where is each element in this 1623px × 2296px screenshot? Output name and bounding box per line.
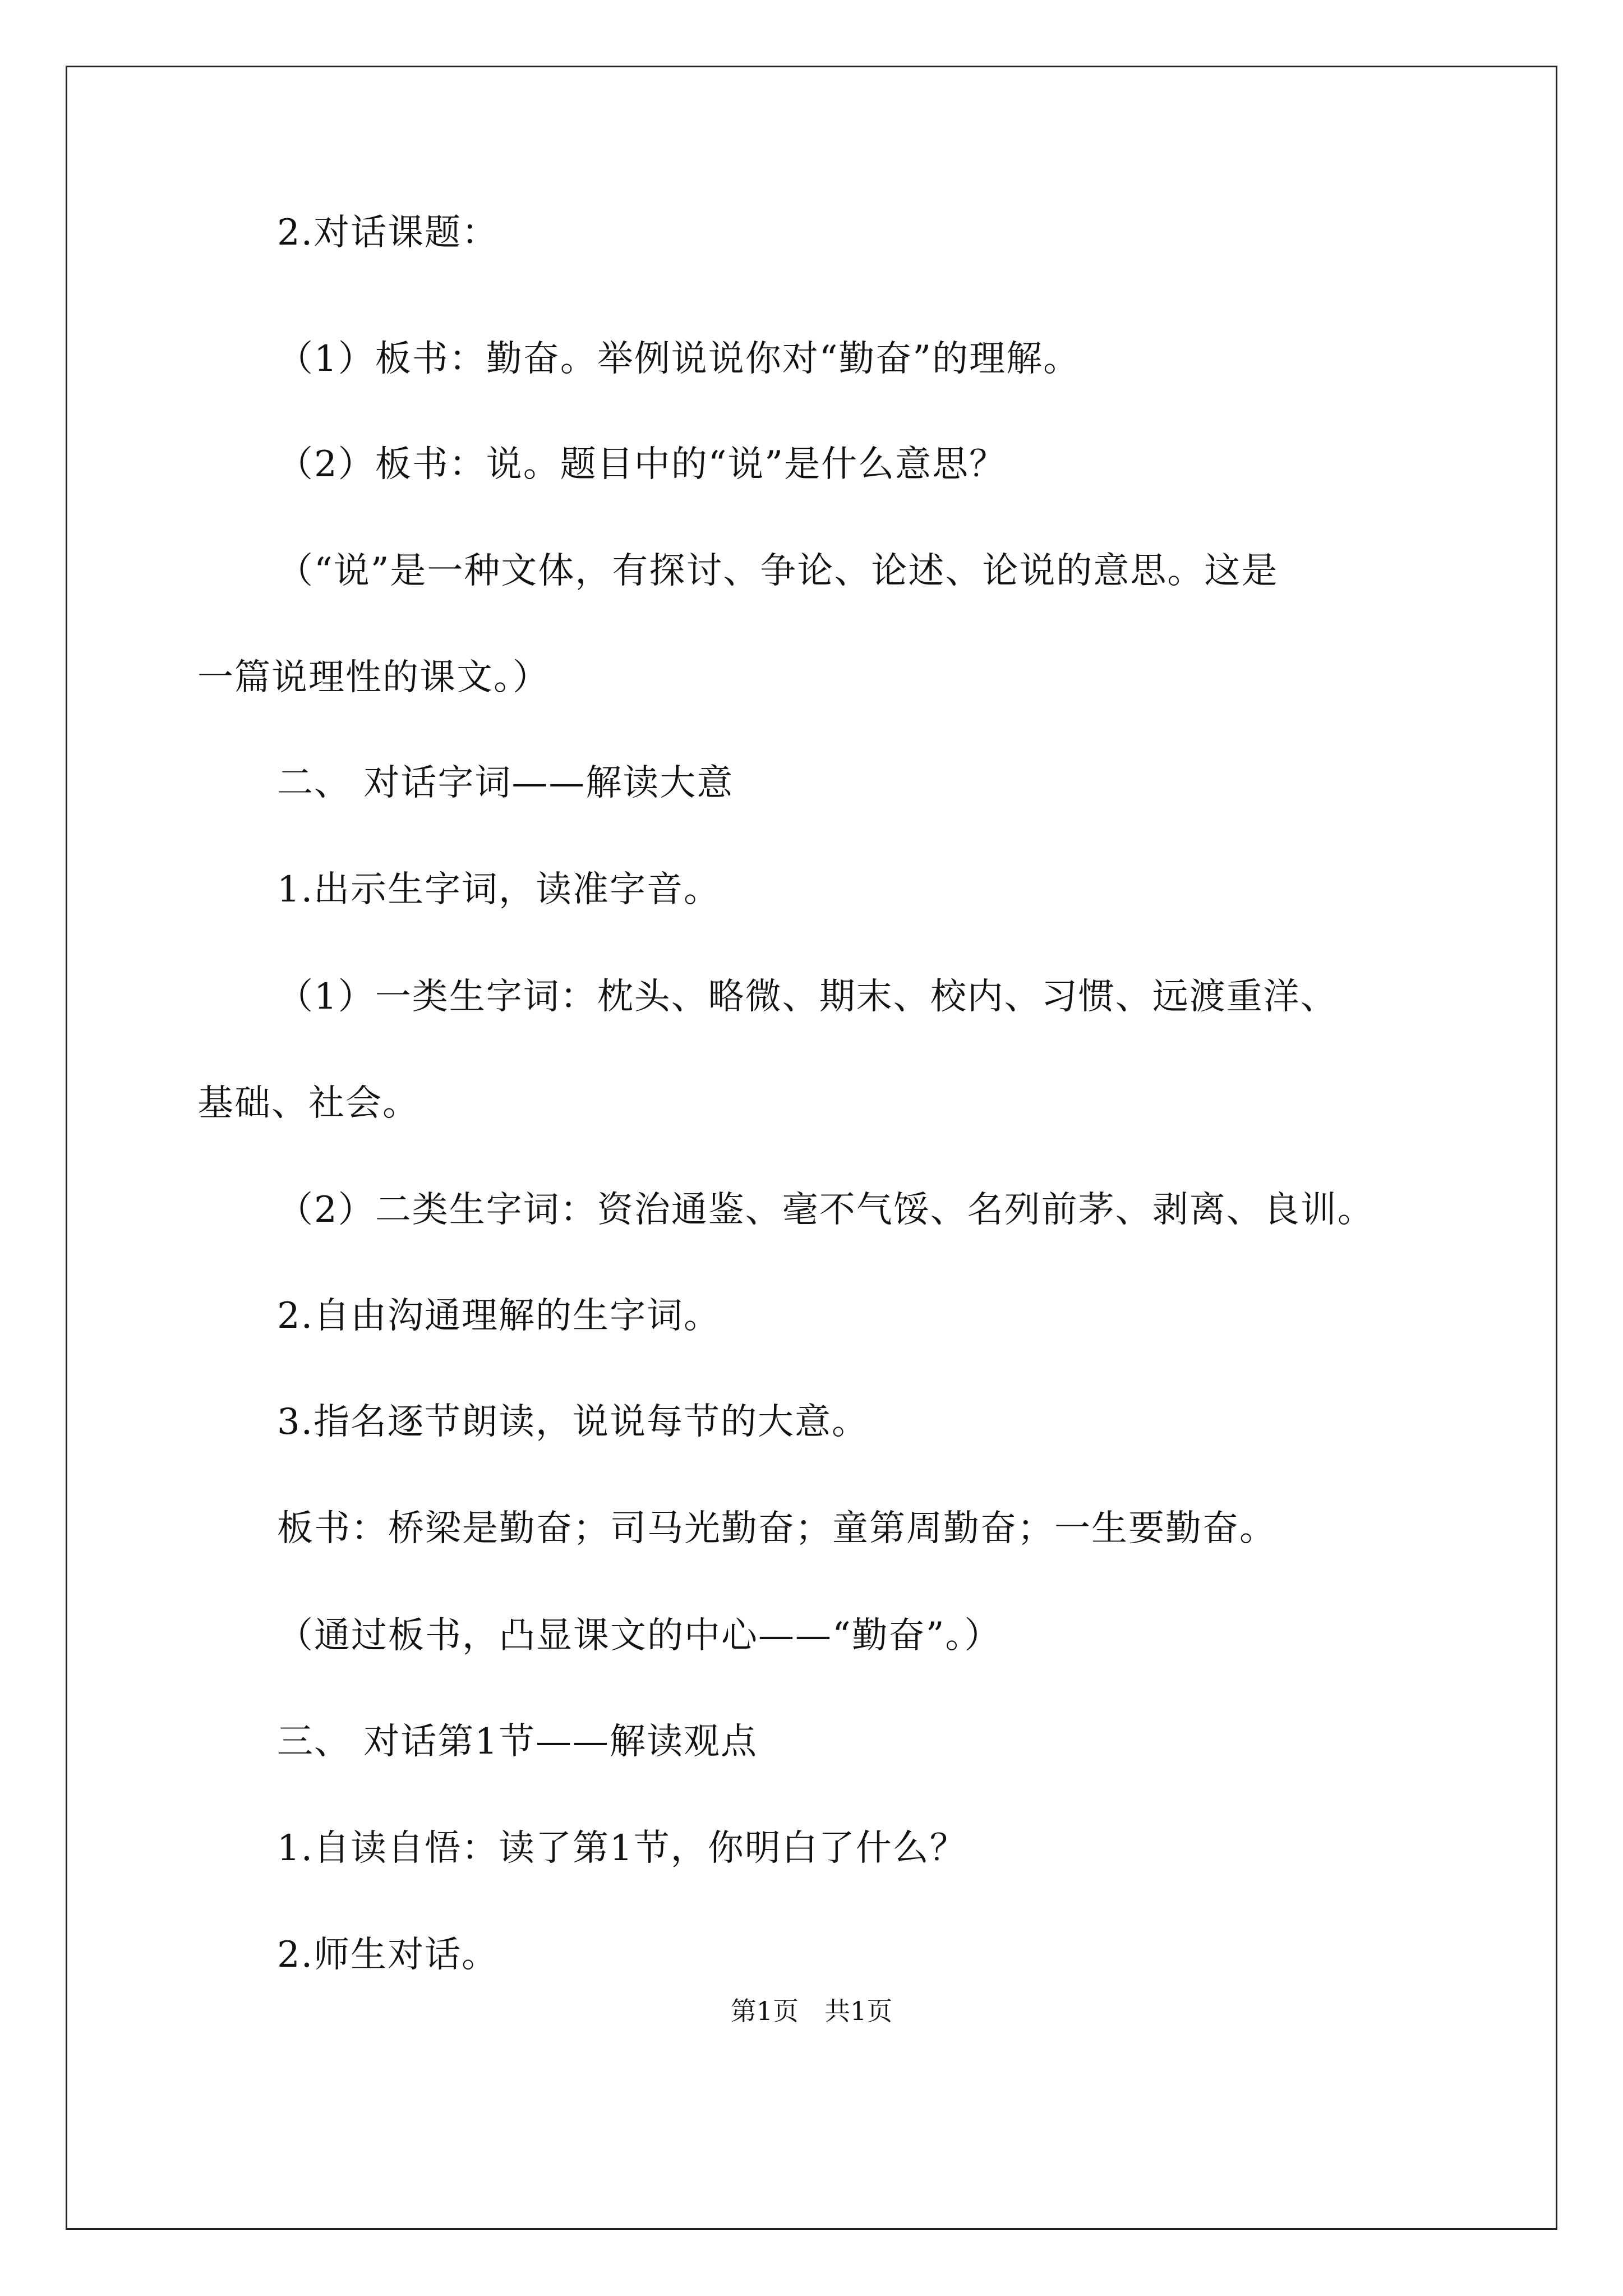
paragraph-shuo-explanation-cont: 一篇说理性的课文。） — [197, 657, 550, 698]
paragraph-board-center: （通过板书，凸显课文的中心——“勤奋”。） — [277, 1615, 1002, 1657]
paragraph-board-shuo: （2）板书：说。题目中的“说”是什么意思？ — [277, 444, 1007, 485]
list-item-class-one-words: （1）一类生字词：枕头、略微、期末、校内、习惯、远渡重洋、 — [277, 976, 1338, 1018]
paragraph-board-diligence: （1）板书：勤奋。举例说说你对“勤奋”的理解。 — [277, 338, 1081, 380]
list-item-self-reading: 1.自读自悟：读了第1节，你明白了什么？ — [277, 1828, 967, 1869]
page-border — [66, 66, 1557, 2230]
section-heading-three: 三、 对话第1节——解读观点 — [277, 1721, 758, 1763]
paragraph-board-summary: 板书：桥梁是勤奋；司马光勤奋；童第周勤奋；一生要勤奋。 — [277, 1508, 1276, 1549]
list-item-read-sections: 3.指名逐节朗读，说说每节的大意。 — [277, 1401, 869, 1443]
list-item-class-two-words: （2）二类生字词：资治通鉴、毫不气馁、名列前茅、剥离、良训。 — [277, 1189, 1375, 1231]
list-item-teacher-student-dialogue: 2.师生对话。 — [277, 1934, 499, 1976]
list-item-free-discussion: 2.自由沟通理解的生字词。 — [277, 1295, 721, 1337]
list-item-class-one-words-cont: 基础、社会。 — [197, 1083, 419, 1124]
paragraph-shuo-explanation: （“说”是一种文体，有探讨、争论、论述、论说的意思。这是 — [277, 550, 1279, 592]
list-item-show-words: 1.出示生字词，读准字音。 — [277, 869, 721, 910]
page-number-footer: 第1页 共1页 — [730, 1996, 893, 2026]
section-heading-two: 二、 对话字词——解读大意 — [277, 762, 734, 804]
heading-dialogue-topic: 2.对话课题： — [277, 212, 499, 254]
